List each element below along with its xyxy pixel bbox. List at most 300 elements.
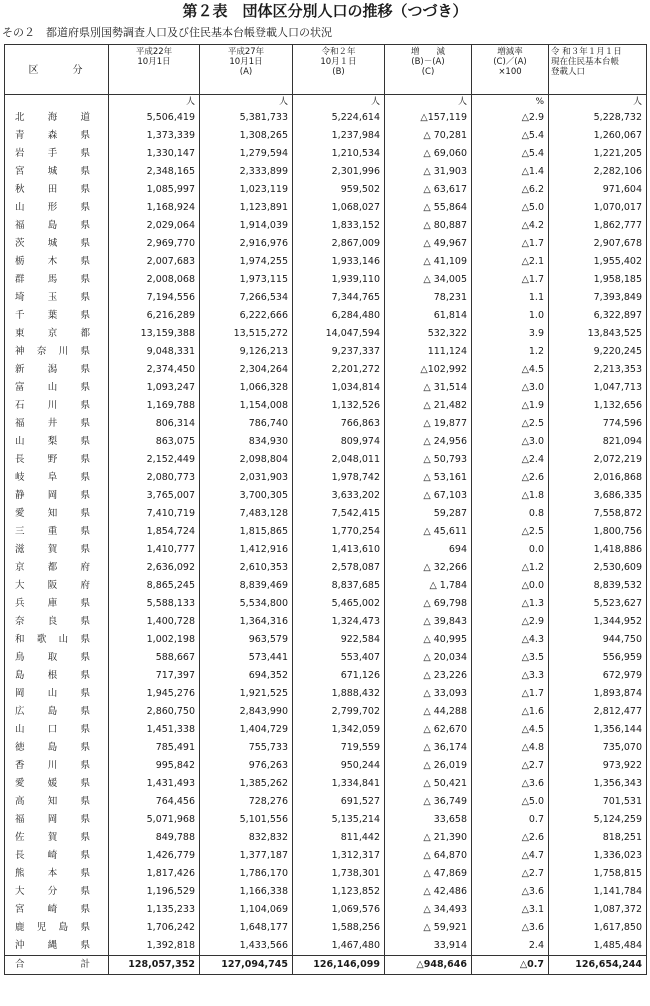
unit-r2: 人 — [293, 95, 385, 110]
table-row — [5, 595, 647, 613]
cell-h27: 1,974,255 — [200, 253, 293, 271]
cell-h27: 573,441 — [200, 649, 293, 667]
cell-rate: △1.7 — [472, 271, 549, 289]
cell-rate: 1.2 — [472, 343, 549, 361]
cell-registry: 1,862,777 — [549, 217, 647, 235]
cell-r2: 809,974 — [293, 433, 385, 451]
cell-r2: 671,126 — [293, 667, 385, 685]
table-row — [5, 343, 647, 361]
table-row — [5, 397, 647, 415]
cell-r2: 950,244 — [293, 757, 385, 775]
cell-diff: 532,322 — [385, 325, 472, 343]
cell-prefecture: 宮崎県 — [5, 901, 109, 919]
cell-prefecture: 宮城県 — [5, 163, 109, 181]
cell-h27: 7,266,534 — [200, 289, 293, 307]
cell-rate: △2.7 — [472, 865, 549, 883]
cell-registry: 1,141,784 — [549, 883, 647, 901]
table-row — [5, 811, 647, 829]
cell-registry: 1,087,372 — [549, 901, 647, 919]
header-h27 — [200, 45, 293, 95]
header-h27-l1: 平成27年 — [227, 47, 265, 57]
cell-diff: △ 69,060 — [385, 145, 472, 163]
cell-prefecture: 愛媛県 — [5, 775, 109, 793]
table-row — [5, 919, 647, 937]
cell-h27: 728,276 — [200, 793, 293, 811]
cell-h27: 2,843,990 — [200, 703, 293, 721]
cell-prefecture: 長崎県 — [5, 847, 109, 865]
cell-h27: 2,098,804 — [200, 451, 293, 469]
cell-diff: △ 24,956 — [385, 433, 472, 451]
cell-r2: 811,442 — [293, 829, 385, 847]
cell-rate: △4.2 — [472, 217, 549, 235]
cell-rate: △3.0 — [472, 379, 549, 397]
cell-registry: 1,485,484 — [549, 937, 647, 956]
cell-r2: 1,312,317 — [293, 847, 385, 865]
cell-h27: 834,930 — [200, 433, 293, 451]
cell-registry: 1,336,023 — [549, 847, 647, 865]
table-row — [5, 253, 647, 271]
table-row — [5, 883, 647, 901]
cell-prefecture: 福井県 — [5, 415, 109, 433]
cell-diff: 33,658 — [385, 811, 472, 829]
cell-h27: 963,579 — [200, 631, 293, 649]
cell-h22: 2,007,683 — [109, 253, 200, 271]
cell-r2: 2,048,011 — [293, 451, 385, 469]
cell-prefecture: 熊本県 — [5, 865, 109, 883]
cell-prefecture: 栃木県 — [5, 253, 109, 271]
cell-rate: △1.6 — [472, 703, 549, 721]
cell-registry: 9,220,245 — [549, 343, 647, 361]
unit-registry: 人 — [549, 95, 647, 110]
cell-h22: 1,093,247 — [109, 379, 200, 397]
table-row — [5, 703, 647, 721]
cell-diff: △ 31,903 — [385, 163, 472, 181]
cell-rate: 0.0 — [472, 541, 549, 559]
cell-h22: 1,854,724 — [109, 523, 200, 541]
cell-h27: 1,921,525 — [200, 685, 293, 703]
cell-h27: 976,263 — [200, 757, 293, 775]
cell-rate: △2.4 — [472, 451, 549, 469]
table-row — [5, 307, 647, 325]
cell-diff: △157,119 — [385, 109, 472, 127]
cell-diff: △ 49,967 — [385, 235, 472, 253]
table-row — [5, 325, 647, 343]
cell-prefecture: 合計 — [5, 956, 109, 975]
cell-rate: △4.5 — [472, 361, 549, 379]
cell-h22: 2,348,165 — [109, 163, 200, 181]
cell-prefecture: 兵庫県 — [5, 595, 109, 613]
cell-rate: △2.5 — [472, 523, 549, 541]
cell-h27: 1,412,916 — [200, 541, 293, 559]
cell-rate: △1.7 — [472, 685, 549, 703]
cell-r2: 1,588,256 — [293, 919, 385, 937]
table-row — [5, 415, 647, 433]
cell-prefecture: 神奈川県 — [5, 343, 109, 361]
cell-diff: △ 69,798 — [385, 595, 472, 613]
cell-diff: △ 50,421 — [385, 775, 472, 793]
cell-prefecture: 富山県 — [5, 379, 109, 397]
cell-registry: 1,356,144 — [549, 721, 647, 739]
cell-r2: 1,833,152 — [293, 217, 385, 235]
cell-h22: 128,057,352 — [109, 956, 200, 975]
cell-h22: 785,491 — [109, 739, 200, 757]
cell-diff: △ 39,843 — [385, 613, 472, 631]
cell-h22: 2,860,750 — [109, 703, 200, 721]
table-row — [5, 685, 647, 703]
table-row — [5, 649, 647, 667]
cell-registry: 735,070 — [549, 739, 647, 757]
table-row — [5, 613, 647, 631]
table-row — [5, 217, 647, 235]
cell-rate: △1.8 — [472, 487, 549, 505]
cell-diff: △102,992 — [385, 361, 472, 379]
cell-prefecture: 秋田県 — [5, 181, 109, 199]
cell-prefecture: 大阪府 — [5, 577, 109, 595]
cell-h27: 3,700,305 — [200, 487, 293, 505]
cell-h27: 6,222,666 — [200, 307, 293, 325]
cell-h22: 2,008,068 — [109, 271, 200, 289]
header-r2-l2: 10月１日 — [320, 57, 357, 67]
table-row — [5, 487, 647, 505]
cell-registry: 1,893,874 — [549, 685, 647, 703]
table-row — [5, 739, 647, 757]
cell-rate: △2.7 — [472, 757, 549, 775]
cell-prefecture: 京都府 — [5, 559, 109, 577]
unit-diff: 人 — [385, 95, 472, 110]
cell-registry: 13,843,525 — [549, 325, 647, 343]
cell-prefecture: 青森県 — [5, 127, 109, 145]
cell-r2: 5,465,002 — [293, 595, 385, 613]
header-rate — [472, 45, 549, 95]
cell-registry: 7,558,872 — [549, 505, 647, 523]
table-row — [5, 829, 647, 847]
cell-rate: △4.8 — [472, 739, 549, 757]
cell-r2: 2,867,009 — [293, 235, 385, 253]
cell-registry: 6,322,897 — [549, 307, 647, 325]
cell-h22: 1,706,242 — [109, 919, 200, 937]
cell-registry: 2,282,106 — [549, 163, 647, 181]
cell-h27: 1,815,865 — [200, 523, 293, 541]
cell-r2: 1,334,841 — [293, 775, 385, 793]
header-registry — [549, 45, 647, 95]
cell-diff: △ 20,034 — [385, 649, 472, 667]
table-row — [5, 127, 647, 145]
cell-rate: 2.4 — [472, 937, 549, 956]
unit-row — [5, 95, 647, 110]
cell-h22: 1,002,198 — [109, 631, 200, 649]
cell-rate: △5.4 — [472, 145, 549, 163]
cell-prefecture: 福島県 — [5, 217, 109, 235]
cell-registry: 2,016,868 — [549, 469, 647, 487]
cell-diff: △ 45,611 — [385, 523, 472, 541]
table-row — [5, 523, 647, 541]
cell-rate: △1.7 — [472, 235, 549, 253]
cell-rate: △3.5 — [472, 649, 549, 667]
table-row — [5, 667, 647, 685]
cell-diff: 33,914 — [385, 937, 472, 956]
cell-diff: △ 50,793 — [385, 451, 472, 469]
cell-registry: 2,907,678 — [549, 235, 647, 253]
cell-h27: 1,066,328 — [200, 379, 293, 397]
header-diff-l2: (B)－(A) — [411, 57, 445, 67]
cell-registry: 3,686,335 — [549, 487, 647, 505]
cell-h22: 8,865,245 — [109, 577, 200, 595]
header-h22-l2: 10月1日 — [137, 57, 171, 67]
cell-r2: 2,799,702 — [293, 703, 385, 721]
cell-h27: 1,973,115 — [200, 271, 293, 289]
cell-diff: △ 64,870 — [385, 847, 472, 865]
cell-h22: 7,194,556 — [109, 289, 200, 307]
cell-diff: △ 33,093 — [385, 685, 472, 703]
cell-prefecture: 静岡県 — [5, 487, 109, 505]
cell-registry: 556,959 — [549, 649, 647, 667]
cell-h22: 3,765,007 — [109, 487, 200, 505]
cell-diff: △ 21,390 — [385, 829, 472, 847]
cell-prefecture: 北海道 — [5, 109, 109, 127]
cell-rate: △3.6 — [472, 919, 549, 937]
cell-diff: △ 41,109 — [385, 253, 472, 271]
cell-h27: 5,101,556 — [200, 811, 293, 829]
header-h27-l3: (A) — [239, 67, 253, 77]
cell-r2: 3,633,202 — [293, 487, 385, 505]
cell-prefecture: 愛知県 — [5, 505, 109, 523]
cell-r2: 14,047,594 — [293, 325, 385, 343]
cell-prefecture: 佐賀県 — [5, 829, 109, 847]
cell-registry: 1,955,402 — [549, 253, 647, 271]
cell-diff: 61,814 — [385, 307, 472, 325]
cell-registry: 774,596 — [549, 415, 647, 433]
cell-registry: 2,530,609 — [549, 559, 647, 577]
unit-rate: % — [472, 95, 549, 110]
cell-registry: 971,604 — [549, 181, 647, 199]
header-h22-l1: 平成22年 — [135, 47, 173, 57]
header-h22 — [109, 45, 200, 95]
cell-h22: 6,216,289 — [109, 307, 200, 325]
cell-h22: 2,636,092 — [109, 559, 200, 577]
header-diff-l1: 増 減 — [410, 47, 445, 57]
table-row — [5, 541, 647, 559]
cell-registry: 1,047,713 — [549, 379, 647, 397]
cell-h27: 1,914,039 — [200, 217, 293, 235]
header-r2-l3: (B) — [332, 67, 345, 77]
cell-prefecture: 長野県 — [5, 451, 109, 469]
cell-diff: △ 67,103 — [385, 487, 472, 505]
cell-r2: 1,467,480 — [293, 937, 385, 956]
cell-prefecture: 鹿児島県 — [5, 919, 109, 937]
cell-diff: 78,231 — [385, 289, 472, 307]
cell-diff: △ 32,266 — [385, 559, 472, 577]
header-registry-l1: 令 和３年１月１日 — [551, 47, 622, 57]
header-row — [5, 45, 647, 95]
cell-prefecture: 岐阜県 — [5, 469, 109, 487]
header-region: 区 分 — [5, 45, 109, 95]
cell-h27: 127,094,745 — [200, 956, 293, 975]
cell-r2: 1,068,027 — [293, 199, 385, 217]
header-diff — [385, 45, 472, 95]
cell-rate: 1.1 — [472, 289, 549, 307]
cell-r2: 1,978,742 — [293, 469, 385, 487]
table-row — [5, 721, 647, 739]
page-title: 第２表 団体区分別人口の推移（つづき） — [182, 2, 468, 20]
cell-h22: 1,168,924 — [109, 199, 200, 217]
header-rate-l3: ×100 — [498, 67, 522, 77]
header-r2 — [293, 45, 385, 95]
unit-h27: 人 — [200, 95, 293, 110]
cell-prefecture: 和歌山県 — [5, 631, 109, 649]
cell-registry: 818,251 — [549, 829, 647, 847]
cell-r2: 1,324,473 — [293, 613, 385, 631]
cell-r2: 691,527 — [293, 793, 385, 811]
header-h27-l2: 10月1日 — [229, 57, 263, 67]
cell-prefecture: 大分県 — [5, 883, 109, 901]
cell-h27: 1,404,729 — [200, 721, 293, 739]
table-row — [5, 163, 647, 181]
cell-rate: △5.0 — [472, 199, 549, 217]
cell-h27: 2,916,976 — [200, 235, 293, 253]
cell-rate: △2.5 — [472, 415, 549, 433]
cell-h27: 832,832 — [200, 829, 293, 847]
table-row — [5, 577, 647, 595]
header-registry-l3: 登載人口 — [551, 67, 586, 77]
cell-h27: 1,308,265 — [200, 127, 293, 145]
cell-rate: △4.5 — [472, 721, 549, 739]
cell-rate: △2.9 — [472, 613, 549, 631]
cell-prefecture: 沖縄県 — [5, 937, 109, 956]
cell-diff: 59,287 — [385, 505, 472, 523]
cell-r2: 9,237,337 — [293, 343, 385, 361]
table-row — [5, 451, 647, 469]
cell-registry: 944,750 — [549, 631, 647, 649]
cell-r2: 5,135,214 — [293, 811, 385, 829]
cell-r2: 1,738,301 — [293, 865, 385, 883]
cell-diff: △948,646 — [385, 956, 472, 975]
cell-r2: 766,863 — [293, 415, 385, 433]
table-row — [5, 199, 647, 217]
cell-r2: 7,344,765 — [293, 289, 385, 307]
cell-r2: 1,132,526 — [293, 397, 385, 415]
cell-r2: 1,034,814 — [293, 379, 385, 397]
cell-prefecture: 石川県 — [5, 397, 109, 415]
cell-registry: 1,418,886 — [549, 541, 647, 559]
header-r2-l1: 令和２年 — [321, 47, 356, 57]
cell-h27: 1,377,187 — [200, 847, 293, 865]
cell-h22: 2,152,449 — [109, 451, 200, 469]
cell-diff: △ 36,174 — [385, 739, 472, 757]
table-row — [5, 235, 647, 253]
cell-h22: 1,400,728 — [109, 613, 200, 631]
cell-r2: 2,578,087 — [293, 559, 385, 577]
cell-diff: 694 — [385, 541, 472, 559]
header-registry-l2: 現在住民基本台帳 — [551, 57, 620, 67]
table-row — [5, 631, 647, 649]
cell-registry: 5,523,627 — [549, 595, 647, 613]
cell-h27: 5,534,800 — [200, 595, 293, 613]
cell-prefecture: 茨城県 — [5, 235, 109, 253]
cell-h22: 5,071,968 — [109, 811, 200, 829]
cell-registry: 2,072,219 — [549, 451, 647, 469]
cell-h22: 1,410,777 — [109, 541, 200, 559]
header-rate-l2: (C)／(A) — [493, 57, 527, 67]
cell-r2: 126,146,099 — [293, 956, 385, 975]
cell-h22: 1,169,788 — [109, 397, 200, 415]
cell-registry: 1,221,205 — [549, 145, 647, 163]
cell-h27: 1,166,338 — [200, 883, 293, 901]
header-diff-l3: (C) — [421, 67, 435, 77]
table-row — [5, 901, 647, 919]
cell-h22: 1,451,338 — [109, 721, 200, 739]
cell-prefecture: 群馬県 — [5, 271, 109, 289]
cell-rate: △4.7 — [472, 847, 549, 865]
cell-prefecture: 島根県 — [5, 667, 109, 685]
cell-r2: 5,224,614 — [293, 109, 385, 127]
cell-diff: △ 26,019 — [385, 757, 472, 775]
cell-r2: 719,559 — [293, 739, 385, 757]
cell-prefecture: 鳥取県 — [5, 649, 109, 667]
cell-h27: 694,352 — [200, 667, 293, 685]
cell-prefecture: 滋賀県 — [5, 541, 109, 559]
table-row — [5, 271, 647, 289]
cell-diff: △ 80,887 — [385, 217, 472, 235]
table-subtitle: その２ 都道府県別国勢調査人口及び住民基本台帳登載人口の状況 — [2, 26, 332, 39]
cell-rate: 1.0 — [472, 307, 549, 325]
cell-r2: 1,770,254 — [293, 523, 385, 541]
cell-h22: 5,588,133 — [109, 595, 200, 613]
cell-prefecture: 三重県 — [5, 523, 109, 541]
cell-rate: △2.1 — [472, 253, 549, 271]
cell-registry: 5,124,259 — [549, 811, 647, 829]
cell-prefecture: 岩手県 — [5, 145, 109, 163]
cell-diff: △ 70,281 — [385, 127, 472, 145]
cell-h22: 5,506,419 — [109, 109, 200, 127]
cell-prefecture: 千葉県 — [5, 307, 109, 325]
table-row — [5, 775, 647, 793]
cell-h22: 1,196,529 — [109, 883, 200, 901]
cell-r2: 922,584 — [293, 631, 385, 649]
cell-rate: △1.2 — [472, 559, 549, 577]
cell-diff: △ 59,921 — [385, 919, 472, 937]
cell-h22: 806,314 — [109, 415, 200, 433]
cell-h27: 755,733 — [200, 739, 293, 757]
table-row — [5, 379, 647, 397]
cell-r2: 1,123,852 — [293, 883, 385, 901]
cell-rate: △3.1 — [472, 901, 549, 919]
cell-prefecture: 奈良県 — [5, 613, 109, 631]
cell-diff: △ 63,617 — [385, 181, 472, 199]
table-row — [5, 109, 647, 127]
cell-r2: 1,069,576 — [293, 901, 385, 919]
table-row — [5, 937, 647, 956]
cell-h22: 1,431,493 — [109, 775, 200, 793]
cell-h22: 849,788 — [109, 829, 200, 847]
cell-prefecture: 岡山県 — [5, 685, 109, 703]
cell-rate: 0.8 — [472, 505, 549, 523]
cell-h22: 1,426,779 — [109, 847, 200, 865]
cell-prefecture: 新潟県 — [5, 361, 109, 379]
cell-rate: 0.7 — [472, 811, 549, 829]
cell-h22: 2,969,770 — [109, 235, 200, 253]
cell-diff: △ 19,877 — [385, 415, 472, 433]
cell-h27: 1,364,316 — [200, 613, 293, 631]
cell-registry: 973,922 — [549, 757, 647, 775]
cell-registry: 5,228,732 — [549, 109, 647, 127]
cell-r2: 7,542,415 — [293, 505, 385, 523]
cell-diff: △ 53,161 — [385, 469, 472, 487]
cell-registry: 8,839,532 — [549, 577, 647, 595]
header-rate-l1: 増減率 — [497, 47, 523, 57]
table-row — [5, 559, 647, 577]
cell-prefecture: 高知県 — [5, 793, 109, 811]
cell-diff: △ 36,749 — [385, 793, 472, 811]
